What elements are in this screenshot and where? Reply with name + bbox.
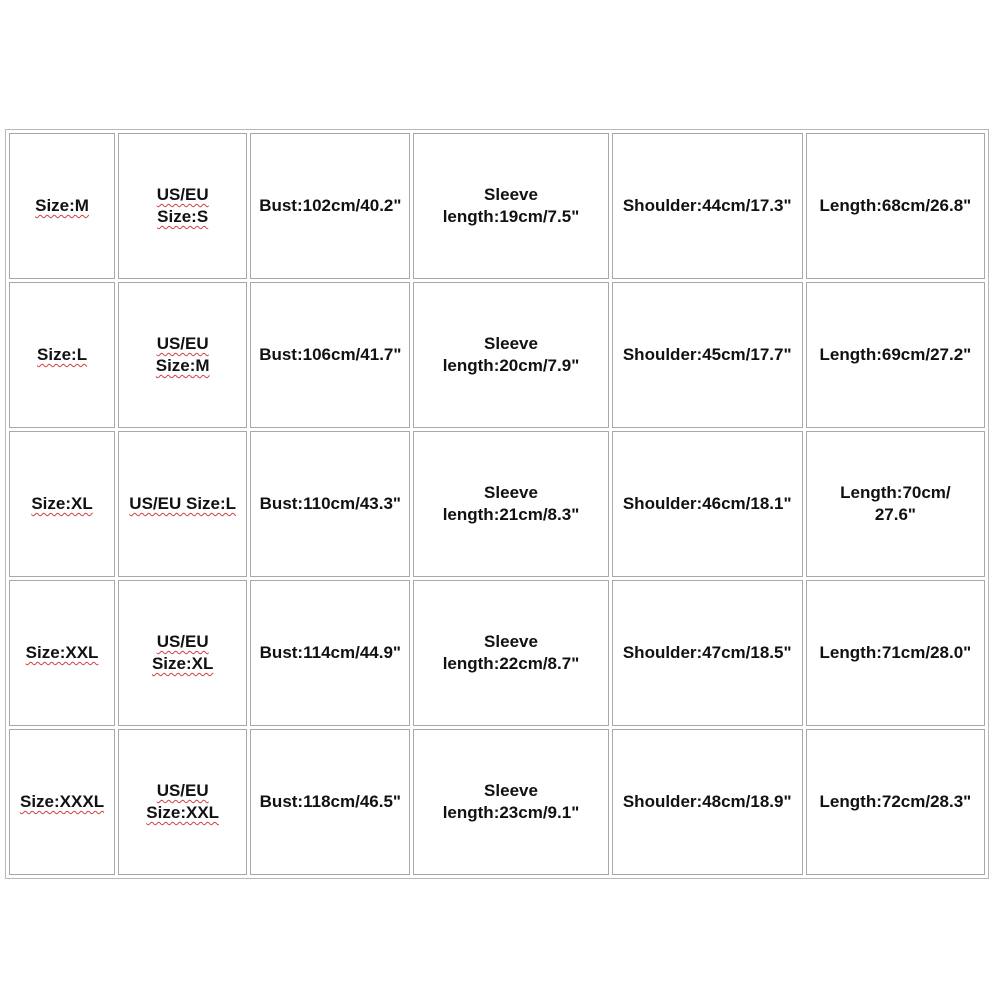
us-eu-size-label: US/EU Size:L — [129, 494, 237, 513]
size-label: Size:M — [35, 196, 89, 215]
us-eu-size-cell — [118, 431, 247, 577]
shoulder-cell: Shoulder:48cm/18.9" — [612, 729, 803, 875]
size-label: Size:XXXL — [20, 792, 105, 811]
table-row — [9, 133, 985, 279]
shoulder-cell: Shoulder:44cm/17.3" — [612, 133, 803, 279]
us-eu-size-cell — [118, 282, 247, 428]
bust-cell: Bust:118cm/46.5" — [250, 729, 410, 875]
sleeve-length-cell: Sleeve length:20cm/7.9" — [413, 282, 608, 428]
bust-cell: Bust:110cm/43.3" — [250, 431, 410, 577]
size-cell — [9, 282, 115, 428]
size-label: Size:XXL — [25, 643, 99, 662]
us-eu-size-label: US/EU Size:XL — [151, 632, 214, 673]
shoulder-cell: Shoulder:47cm/18.5" — [612, 580, 803, 726]
table-row — [9, 431, 985, 577]
size-label: Size:XL — [31, 494, 93, 513]
bust-cell: Bust:114cm/44.9" — [250, 580, 410, 726]
sleeve-length-cell: Sleeve length:19cm/7.5" — [413, 133, 608, 279]
us-eu-size-label: US/EU Size:M — [155, 334, 210, 375]
size-cell — [9, 729, 115, 875]
length-cell: Length:71cm/28.0" — [806, 580, 985, 726]
size-cell — [9, 580, 115, 726]
bust-cell: Bust:106cm/41.7" — [250, 282, 410, 428]
us-eu-size-label: US/EU Size:XXL — [146, 781, 220, 822]
length-cell: Length:70cm/ 27.6" — [806, 431, 985, 577]
us-eu-size-cell — [118, 729, 247, 875]
size-cell — [9, 431, 115, 577]
sleeve-length-cell: Sleeve length:21cm/8.3" — [413, 431, 608, 577]
sleeve-length-cell: Sleeve length:23cm/9.1" — [413, 729, 608, 875]
size-cell — [9, 133, 115, 279]
size-chart-table — [5, 129, 989, 879]
us-eu-size-cell — [118, 580, 247, 726]
sleeve-length-cell: Sleeve length:22cm/8.7" — [413, 580, 608, 726]
bust-cell: Bust:102cm/40.2" — [250, 133, 410, 279]
us-eu-size-cell — [118, 133, 247, 279]
table-row — [9, 580, 985, 726]
length-cell: Length:68cm/26.8" — [806, 133, 985, 279]
length-cell: Length:72cm/28.3" — [806, 729, 985, 875]
length-cell: Length:69cm/27.2" — [806, 282, 985, 428]
shoulder-cell: Shoulder:46cm/18.1" — [612, 431, 803, 577]
shoulder-cell: Shoulder:45cm/17.7" — [612, 282, 803, 428]
table-row — [9, 729, 985, 875]
us-eu-size-label: US/EU Size:S — [156, 185, 209, 226]
table-row — [9, 282, 985, 428]
size-label: Size:L — [37, 345, 88, 364]
